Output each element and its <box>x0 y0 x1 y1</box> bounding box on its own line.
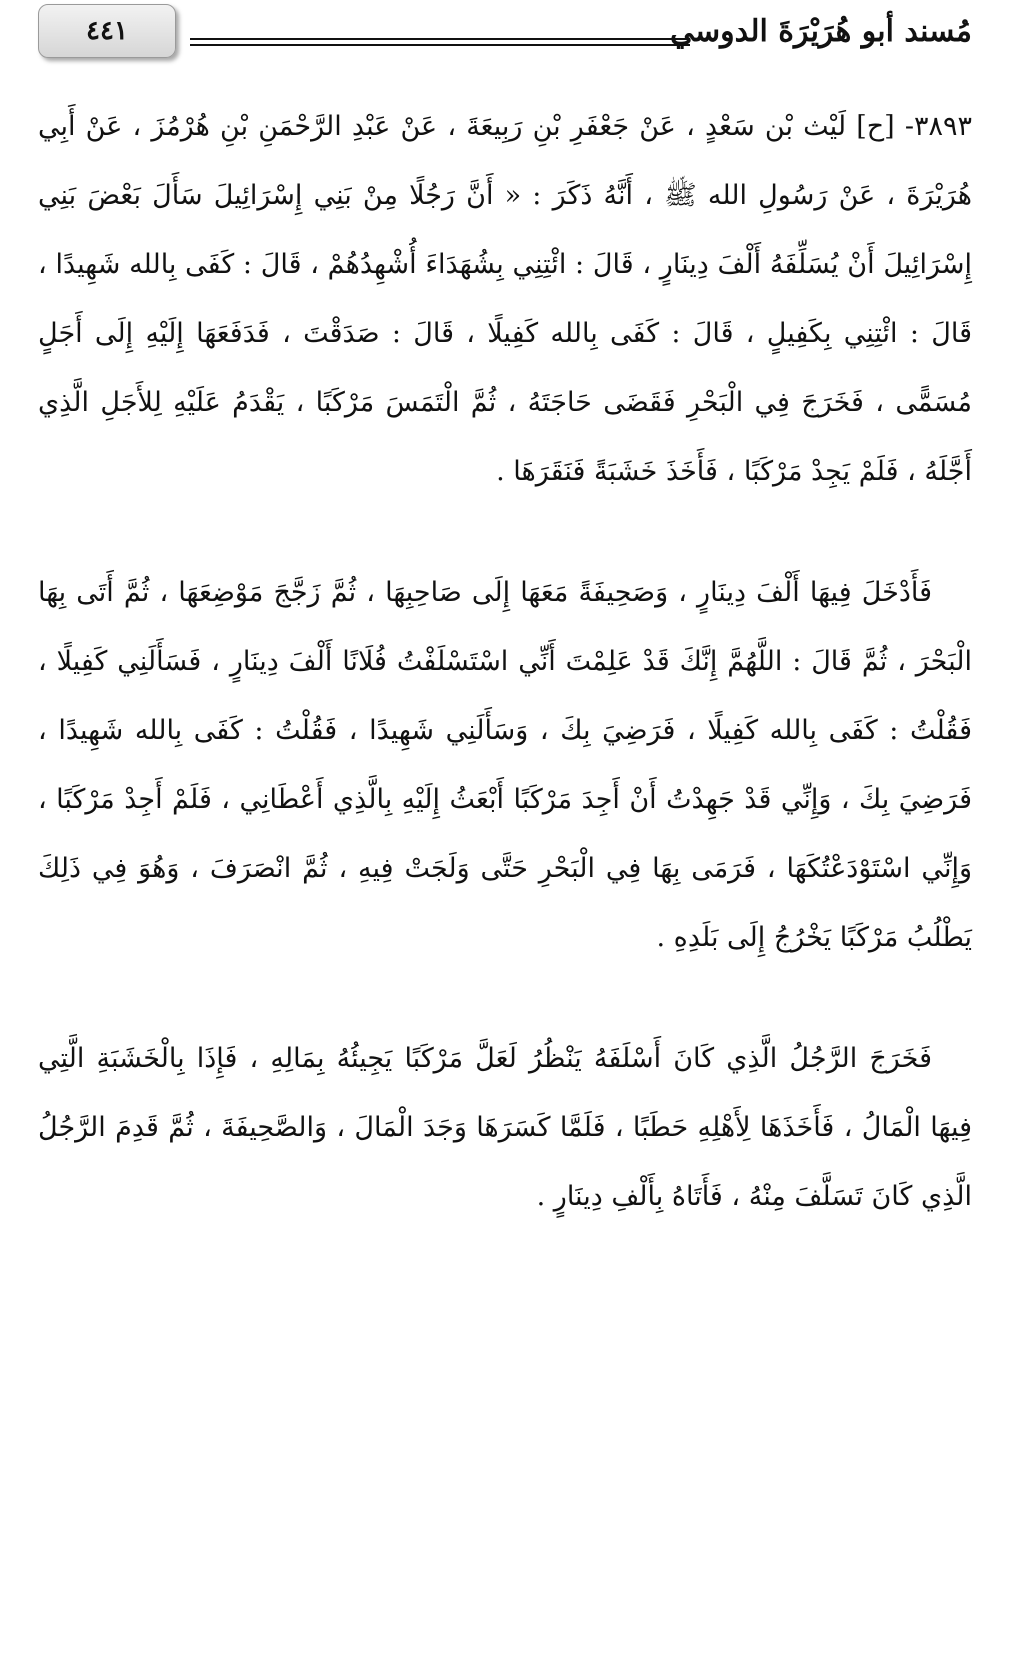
paragraph-hadith-middle: فَأَدْخَلَ فِيهَا أَلْفَ دِينَارٍ ، وَصَحِيفَةً مَعَهَا إِلَى صَاحِبِهَا ، ثُمَّ زَجَّجَ مَوْضِعَهَا ، ثُمَّ أَتَى بِهَا الْبَحْرَ ، ثُمَّ قَالَ : اللَّهُمَّ إِنَّكَ قَدْ عَلِمْتَ أَنِّي اسْتَسْلَفْتُ فُلَانًا أَلْفَ دِينَارٍ ، فَسَأَلَنِي كَفِيلًا ، فَقُلْتُ : كَفَى بِالله كَفِيلًا ، فَرَضِيَ بِكَ ، وَسَأَلَنِي شَهِيدًا ، فَقُلْتُ : كَفَى بِالله شَهِيدًا ، فَرَضِيَ بِكَ ، وَإِنِّي قَدْ جَهِدْتُ أَنْ أَجِدَ مَرْكَبًا أَبْعَثُ إِلَيْهِ بِالَّذِي أَعْطَانِي ، فَلَمْ أَجِدْ مَرْكَبًا ، وَإِنِّي اسْتَوْدَعْتُكَهَا ، فَرَمَى بِهَا فِي الْبَحْرِ حَتَّى وَلَجَتْ فِيهِ ، ثُمَّ انْصَرَفَ ، وَهُوَ فِي ذَلِكَ يَطْلُبُ مَرْكَبًا يَخْرُجُ إِلَى بَلَدِهِ . <box>38 577 972 953</box>
paragraph-hadith-end: فَخَرَجَ الرَّجُلُ الَّذِي كَانَ أَسْلَفَهُ يَنْظُرُ لَعَلَّ مَرْكَبًا يَجِيئُهُ بِمَالِهِ ، فَإِذَا بِالْخَشَبَةِ الَّتِي فِيهَا الْمَالُ ، فَأَخَذَهَا لِأَهْلِهِ حَطَبًا ، فَلَمَّا كَسَرَهَا وَجَدَ الْمَالَ ، وَالصَّحِيفَةَ ، ثُمَّ قَدِمَ الرَّجُلُ الَّذِي كَانَ تَسَلَّفَ مِنْهُ ، فَأَتَاهُ بِأَلْفِ دِينَارٍ . <box>38 1043 972 1212</box>
page-title: مُسند أبو هُرَيْرَةَ الدوسي <box>670 14 972 49</box>
page-number: ٤٤١ <box>38 4 176 58</box>
page-body <box>38 92 972 1283</box>
paragraph-hadith-intro: ٣٨٩٣- [ح] لَيْث بْن سَعْدٍ ، عَنْ جَعْفَرِ بْنِ رَبِيعَةَ ، عَنْ عَبْدِ الرَّحْمَنِ بْنِ هُرْمُزَ ، عَنْ أَبِي هُرَيْرَةَ ، عَنْ رَسُولِ الله ﷺ ، أَنَّهُ ذَكَرَ : « أَنَّ رَجُلًا مِنْ بَنِي إِسْرَائِيلَ سَأَلَ بَعْضَ بَنِي إِسْرَائِيلَ أَنْ يُسَلِّفَهُ أَلْفَ دِينَارٍ ، قَالَ : ائْتِنِي بِشُهَدَاءَ أُشْهِدُهُمْ ، قَالَ : كَفَى بِالله شَهِيدًا ، قَالَ : ائْتِنِي بِكَفِيلٍ ، قَالَ : كَفَى بِالله كَفِيلًا ، قَالَ : صَدَقْتَ ، فَدَفَعَهَا إِلَيْهِ إِلَى أَجَلٍ مُسَمًّى ، فَخَرَجَ فِي الْبَحْرِ فَقَضَى حَاجَتَهُ ، ثُمَّ الْتَمَسَ مَرْكَبًا ، يَقْدَمُ عَلَيْهِ لِلأَجَلِ الَّذِي أَجَّلَهُ ، فَلَمْ يَجِدْ مَرْكَبًا ، فَأَخَذَ خَشَبَةً فَنَقَرَهَا . <box>38 111 972 487</box>
header-divider <box>190 38 690 46</box>
page-header <box>0 0 1010 80</box>
